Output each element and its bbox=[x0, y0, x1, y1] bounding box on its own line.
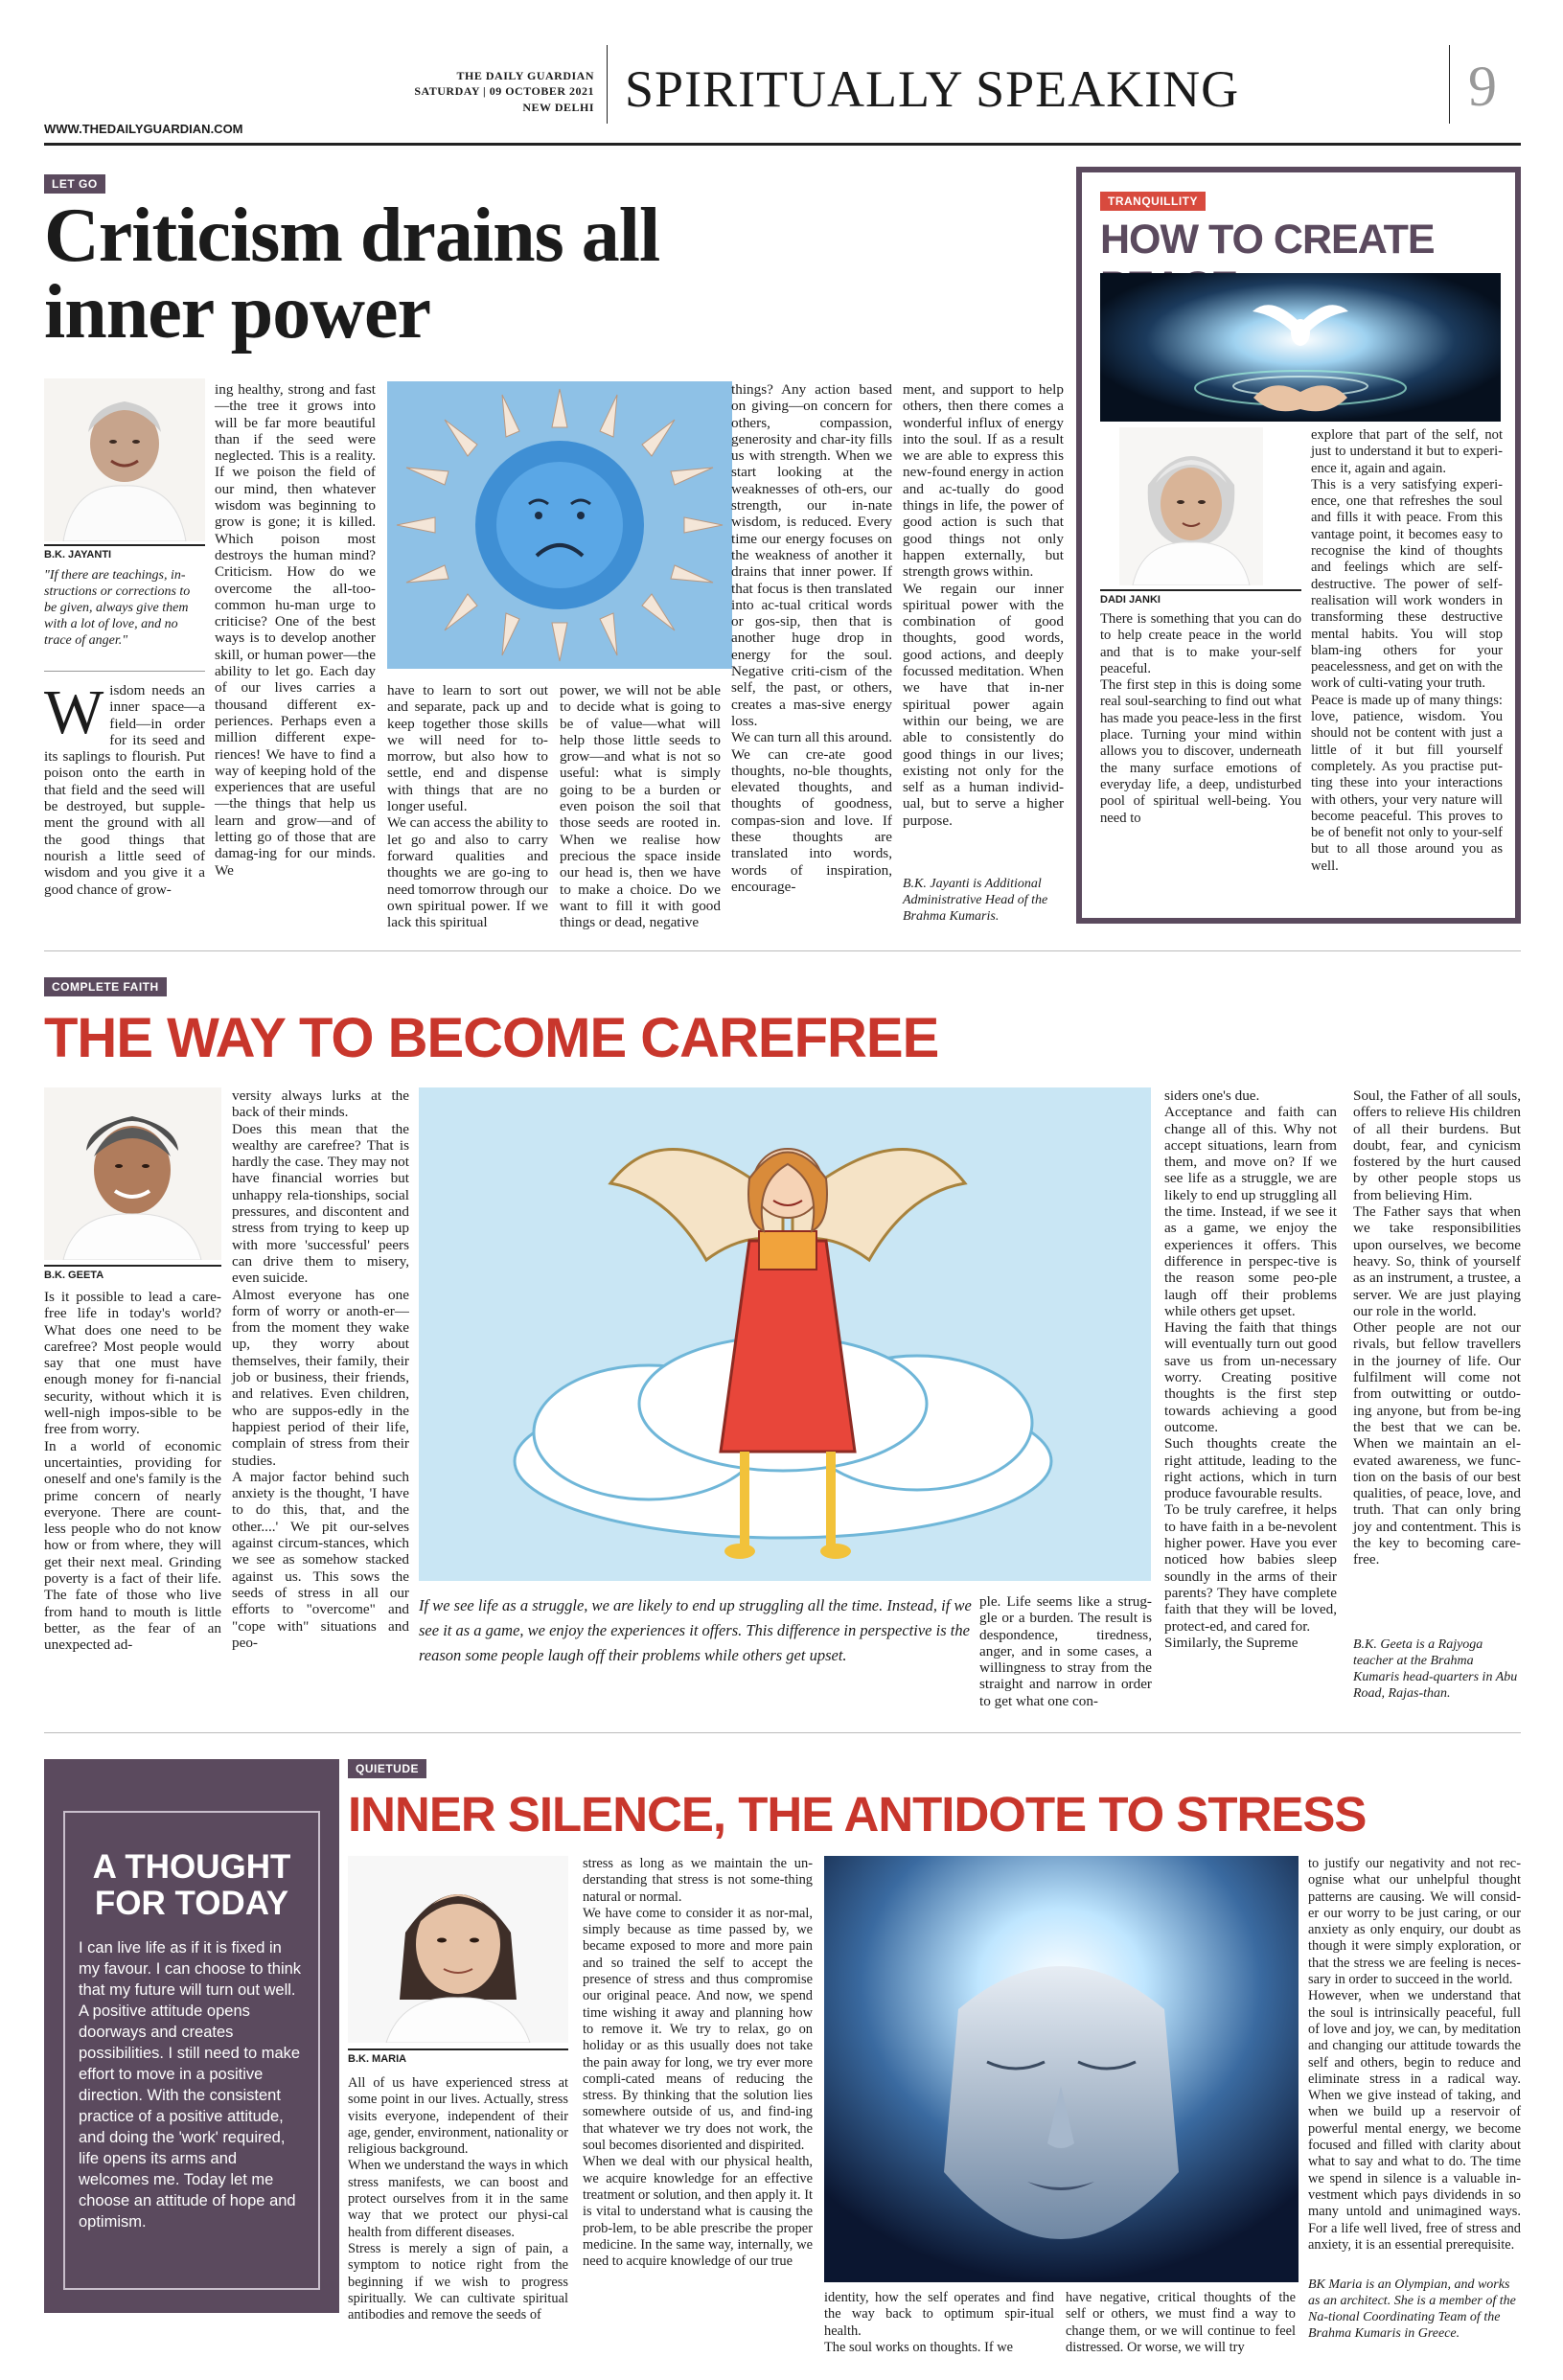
article-column: identity, how the self operates and find the way back to optimum spir-itual health. The soul works on thoughts. If we bbox=[824, 2290, 1054, 2355]
article-headline: THE WAY TO BECOME CAREFREE bbox=[44, 1007, 939, 1069]
author-name: DADI JANKI bbox=[1100, 589, 1301, 606]
author-portrait bbox=[1119, 427, 1263, 585]
masthead-city: NEW DELHI bbox=[522, 101, 594, 114]
site-url[interactable]: WWW.THEDAILYGUARDIAN.COM bbox=[44, 122, 243, 136]
headline-line: inner power bbox=[44, 270, 431, 355]
section-title: SPIRITUALLY SPEAKING bbox=[625, 60, 1240, 118]
pull-quote: "If there are teachings, in-structions or corrections to be given, always give them with a lot of love, and no trace of anger." bbox=[44, 568, 191, 648]
author-portrait bbox=[44, 378, 205, 541]
pull-quote: If we see life as a struggle, we are likely to end up struggling all the time. Instead, if we see it as a game, we enjoy the experiences it offers. This difference in perspective is the reason some people laugh off their problems while others get upset. bbox=[419, 1596, 972, 1664]
author-name: B.K. GEETA bbox=[44, 1265, 221, 1281]
author-portrait bbox=[348, 1856, 568, 2043]
author-name: B.K. JAYANTI bbox=[44, 544, 205, 561]
article-column: have to learn to sort out and separate, pack up and keep together those skills we will need for to-morrow, but also how to settle, end and dispense with things that are no longer useful. We can access the ability to let go and also to carry forward qualities and thoughts we are go-ing to need tomorrow through our own spiritual power. If we lack this spiritual bbox=[387, 682, 548, 931]
section-tag: QUIETUDE bbox=[348, 1759, 426, 1778]
article-column: ment, and support to help others, then there comes a wonderful influx of energy into the soul. If as a result we are able to express this new-found energy in action and ac-tually do good things in life, the power of good action is such that good things not only happen externally, but strength grows within. We regain our inner spiritual power with the combination of good thoughts, good words, good actions, and deeply focussed meditation. When we have that in-ner spiritual power again within our being, we are able to consistently do good things in our lives; existing not only for the self as a human individ-ual, but to serve a higher purpose. bbox=[903, 381, 1064, 829]
article-column: to justify our negativity and not rec-ognise what our unhelpful thought patterns are causing. We will consid-er our worry to be just caring, or our anxiety as only enquiry, our doubt as though it were simply exploration, or that the stress we are feeling is neces-sary in order to succeed in the world. However, when we understand that the soul is intrinsically peaceful, full of love and joy, we can, by meditation and changing our attitude towards the self and others, begin to reduce and eliminate stress in a radical way. When we give instead of taking, and when we build up a reservoir of powerful mental energy, we become focused and filled with clarity about what to say and what to do. The time we spend in silence is a valuable in-vestment which pays dividends in so many untold and unimagined ways. For a life well lived, free of stress and anxiety, it is an essential prerequisite. bbox=[1308, 1856, 1521, 2253]
article-column: ple. Life seems like a strug-gle or a burden. The result is despondence, tiredness, anger, and in some cases, a willingness to stray from the straight and narrow in order to get what one con- bbox=[979, 1593, 1152, 1709]
article-column: Soul, the Father of all souls, offers to relieve His children of all their burdens. But doubt, fear, and cynicism fostered by the hurt caused by other people stops us from believing Him. The Father says that when we take responsibilities upon ourselves, we become heavy. So, think of yourself as an instrument, a trustee, a server. We are just playing our role in the world. Other people are not our rivals, but fellow travellers in the journey of life. Our fulfilment will come not from outwitting or outdo-ing anyone, but from be-ing the best that we can be. When we maintain an el-evated awareness, we func-tion on the basis of our best qualities, of peace, love, and truth. That can only bring joy and contentment. This is the key to becoming care-free. bbox=[1353, 1087, 1521, 1568]
thought-title bbox=[63, 1849, 320, 1922]
author-name: B.K. MARIA bbox=[348, 2048, 568, 2065]
section-tag: TRANQUILLITY bbox=[1100, 192, 1206, 211]
section-tag: LET GO bbox=[44, 174, 105, 194]
section-divider bbox=[44, 1732, 1521, 1733]
author-portrait bbox=[44, 1087, 221, 1260]
masthead-dateline: SATURDAY | 09 OCTOBER 2021 bbox=[414, 84, 594, 98]
angel-illustration bbox=[419, 1087, 1151, 1581]
author-byline: B.K. Geeta is a Rajyoga teacher at the Brahma Kumaris head-quarters in Abu Road, Rajas-than. bbox=[1353, 1637, 1518, 1701]
section-tag: COMPLETE FAITH bbox=[44, 977, 167, 996]
page-number-divider bbox=[1449, 45, 1450, 124]
article-column: explore that part of the self, not just to understand it but to experi-ence it, again and again. This is a very satisfying experi-ence, one that refreshes the soul and fills it with peace. From this vantage point, it becomes easy to recognise the kind of thoughts and feelings which are self-destructive. The power of self-realisation will work wonders in transforming these destructive mental habits. You will stop blam-ing others for your peacelessness, and get on with the work of culti-vating your truth. Peace is made up of many things: love, patience, wisdom. You should not be content with just a little of it but fill yourself completely. As you practise put-ting these into your interactions with others, your very nature will become peaceful. This proves to be of benefit not only to your-self but to all those around you as well. bbox=[1311, 427, 1503, 874]
article-column: versity always lurks at the back of their minds. Does this mean that the wealthy are carefree? That is hardly the case. They may not have financial worries but unhappy rela-tionships, social pressures, and discontent and stress from trying to keep up with more 'successful' peers can drive them to misery, even suicide. Almost everyone has one form of worry or anoth-er—from the moment they wake up, they worry about themselves, their family, their job or business, their friends, and relatives. Even children, who are suppos-edly in the happiest period of their life, complain of stress from their studies. A major factor behind such anxiety is the thought, 'I have to do this, that, and the other....' We pit our-selves against circum-stances, which we see as somehow stacked against us. This sows the seeds of stress in all our efforts to "overcome" and "cope with" situations and peo- bbox=[232, 1087, 409, 1651]
article-column: All of us have experienced stress at some point in our lives. Actually, stress visits everyone, independent of their age, gender, environment, nationality or religious background. When we understand the ways in which stress manifests, we can boost and protect ourselves from it in the same way that we protect our physi-cal health from different diseases. Stress is merely a sign of pain, a symptom to notice right from the beginning if we wish to progress spiritually. We can cultivate spiritual antibodies and remove the seeds of bbox=[348, 2075, 568, 2323]
article-headline: INNER SILENCE, THE ANTIDOTE TO STRESS bbox=[348, 1787, 1367, 1842]
article-column: stress as long as we maintain the un-derstanding that stress is not some-thing natural or normal. We have come to consider it as nor-mal, simply because as time passed by, we became exposed to more and more pain and so trained the self to accept the presence of stress and thus compromise our original peace. And now, we spend time wishing it away and planning how to remove it. We try to relax, go on holiday or as this usually does not take the pain away for long, we try ever more compli-cated means of reducing the stress. By thinking that the solution lies somewhere outside of us, and find-ing that whatever we try does not work, the soul becomes disoriented and dispirited. When we deal with our physical health, we acquire knowledge for an effective treatment or solution, and then apply it. It is vital to understand what is causing the prob-lem, to be able prescribe the proper medicine. In the same way, internally, we need to acquire knowledge of our true bbox=[583, 1856, 813, 2270]
article-column: things? Any action based on giving—on concern for others, compassion, generosity and char-ity fills us with strength. When we start looking at the weaknesses of oth-ers, our strength, our in-nate wisdom, is reduced. Every time our energy focuses on the weakness of another it drains that inner power. If that focus is then translated into ac-tual critical words or gos-sip, then that is another huge drop in energy for the soul. Negative criti-cism of the self, the past, or others, creates a mas-sive energy loss. We can turn all this around. We can cre-ate good thoughts, no-ble thoughts, elevated thoughts, and thoughts of goodness, compas-sion and love. If these thoughts are translated into words, words of inspiration, encourage- bbox=[731, 381, 892, 895]
masthead-paper-name: THE DAILY GUARDIAN bbox=[456, 69, 594, 82]
article-column: siders one's due. Acceptance and faith can change all of this. Why not accept situations, learn from them, and move on? If we see life as a struggle, we are likely to end up struggling all the time. Instead, if we see it as a game, we enjoy the experiences it offers. This difference in perspec-tive is the reason some peo-ple laugh off their problems while others get upset. Having the faith that things will eventually turn out good save us from un-necessary worry. Creating positive thoughts is the first step towards achieving a good outcome. Such thoughts create the right attitude, leading to the right actions, which in turn produce favourable results. To be truly carefree, it helps to have faith in a be-nevolent higher power. Have you ever noticed how babies sleep soundly in the arms of their parents? They have complete faith that they will be loved, protect-ed, and cared for. Similarly, the Supreme bbox=[1164, 1087, 1337, 1651]
author-byline: BK Maria is an Olympian, and works as an architect. She is a member of the Na-tional Coordinating Team of the Brahma Kumaris in Greece. bbox=[1308, 2277, 1516, 2341]
meditation-illustration bbox=[824, 1856, 1299, 2282]
article-column bbox=[44, 677, 205, 898]
column-text: isdom needs an inner space—a field—in order for its seed and its saplings to flourish. Put poison onto the earth in that field and the seed will be destroyed, but supple-ment the ground with all the good things that nourish a little seed of wisdom and you give it a good chance of grow- bbox=[44, 682, 205, 898]
article-headline bbox=[44, 194, 660, 355]
article-headline: HOW TO CREATE bbox=[1100, 217, 1435, 263]
article-column: have negative, critical thoughts of the self or others, we must find a way to change them, or we will continue to feel distressed. Or worse, we will try bbox=[1066, 2290, 1296, 2355]
quote-rule bbox=[44, 671, 205, 672]
drop-cap: W bbox=[44, 677, 104, 747]
dove-illustration bbox=[1100, 273, 1501, 422]
section-divider bbox=[44, 950, 1521, 951]
article-column: power, we will not be able to decide what is going to be of value—what will help those little seeds to grow—and what is not so useful: what is simply going to be a burden or even poison the soil that those seeds are rooted in. When we realise how precious the space inside our head is, then we have to make a choice. Do we want to fill it with good things or dead, negative bbox=[560, 682, 721, 931]
thought-title-line: A THOUGHT bbox=[92, 1848, 291, 1886]
author-byline: B.K. Jayanti is Additional Administrative Head of the Brahma Kumaris. bbox=[903, 877, 1048, 924]
thought-body: I can live life as if it is fixed in my favour. I can choose to think that my future will turn out well. A positive attitude opens doorways and creates possibilities. I still need to make effort to move in a positive direction. With the consistent practice of a positive attitude, and doing the 'work' required, life opens its arms and welcomes me. Today let me choose an attitude of hope and optimism. bbox=[79, 1939, 302, 2231]
thought-title-line: FOR TODAY bbox=[94, 1885, 289, 1922]
page-number: 9 bbox=[1468, 55, 1497, 118]
headline-line: Criticism drains all bbox=[44, 194, 660, 278]
article-column: ing healthy, strong and fast—the tree it grows into will be far more beautiful than if the seed were neglected. This is a reality. If we poison the field of our mind, then whatever wisdom was beginning to grow is gone; it is killed. Which poison most destroys the human mind? Criticism. How do we overcome the all-too-common hu-man urge to criticise? One of the best ways is to develop another skill, or human power—the ability to let go. Each day of our lives carries a thousand different ex-periences. Perhaps even a million different expe-riences! We have to find a way of keeping hold of the experiences that are useful—the things that help us learn and grow—and of letting go of those that are damag-ing for our minds. We bbox=[215, 381, 376, 879]
masthead-rule bbox=[44, 143, 1521, 146]
article-column: Is it possible to lead a care-free life in today's world? What does one need to be carefree? Most people would say that one must have enough money for fi-nancial security, without which it is well-nigh impos-sible to be free from worry. In a world of economic uncertainties, providing for oneself and one's family is the prime concern of nearly everyone. There are count-less people who do not know how or from where, they will get their next meal. Grinding poverty is a fact of their life. The fate of those who live from hand to mouth is little better, as the fear of an unexpected ad- bbox=[44, 1289, 221, 1654]
masthead-divider bbox=[607, 45, 608, 124]
article-column: There is something that you can do to help create peace in the world and that is to make your-self peaceful. The first step in this is doing some real soul-searching to find out what has made you peace-less in the first place. Turning your mind within allows you to discover, underneath the many surface emotions of everyday life, a deep, undisturbed pool of spiritual well-being. You need to bbox=[1100, 611, 1301, 826]
criticism-illustration bbox=[387, 381, 732, 669]
